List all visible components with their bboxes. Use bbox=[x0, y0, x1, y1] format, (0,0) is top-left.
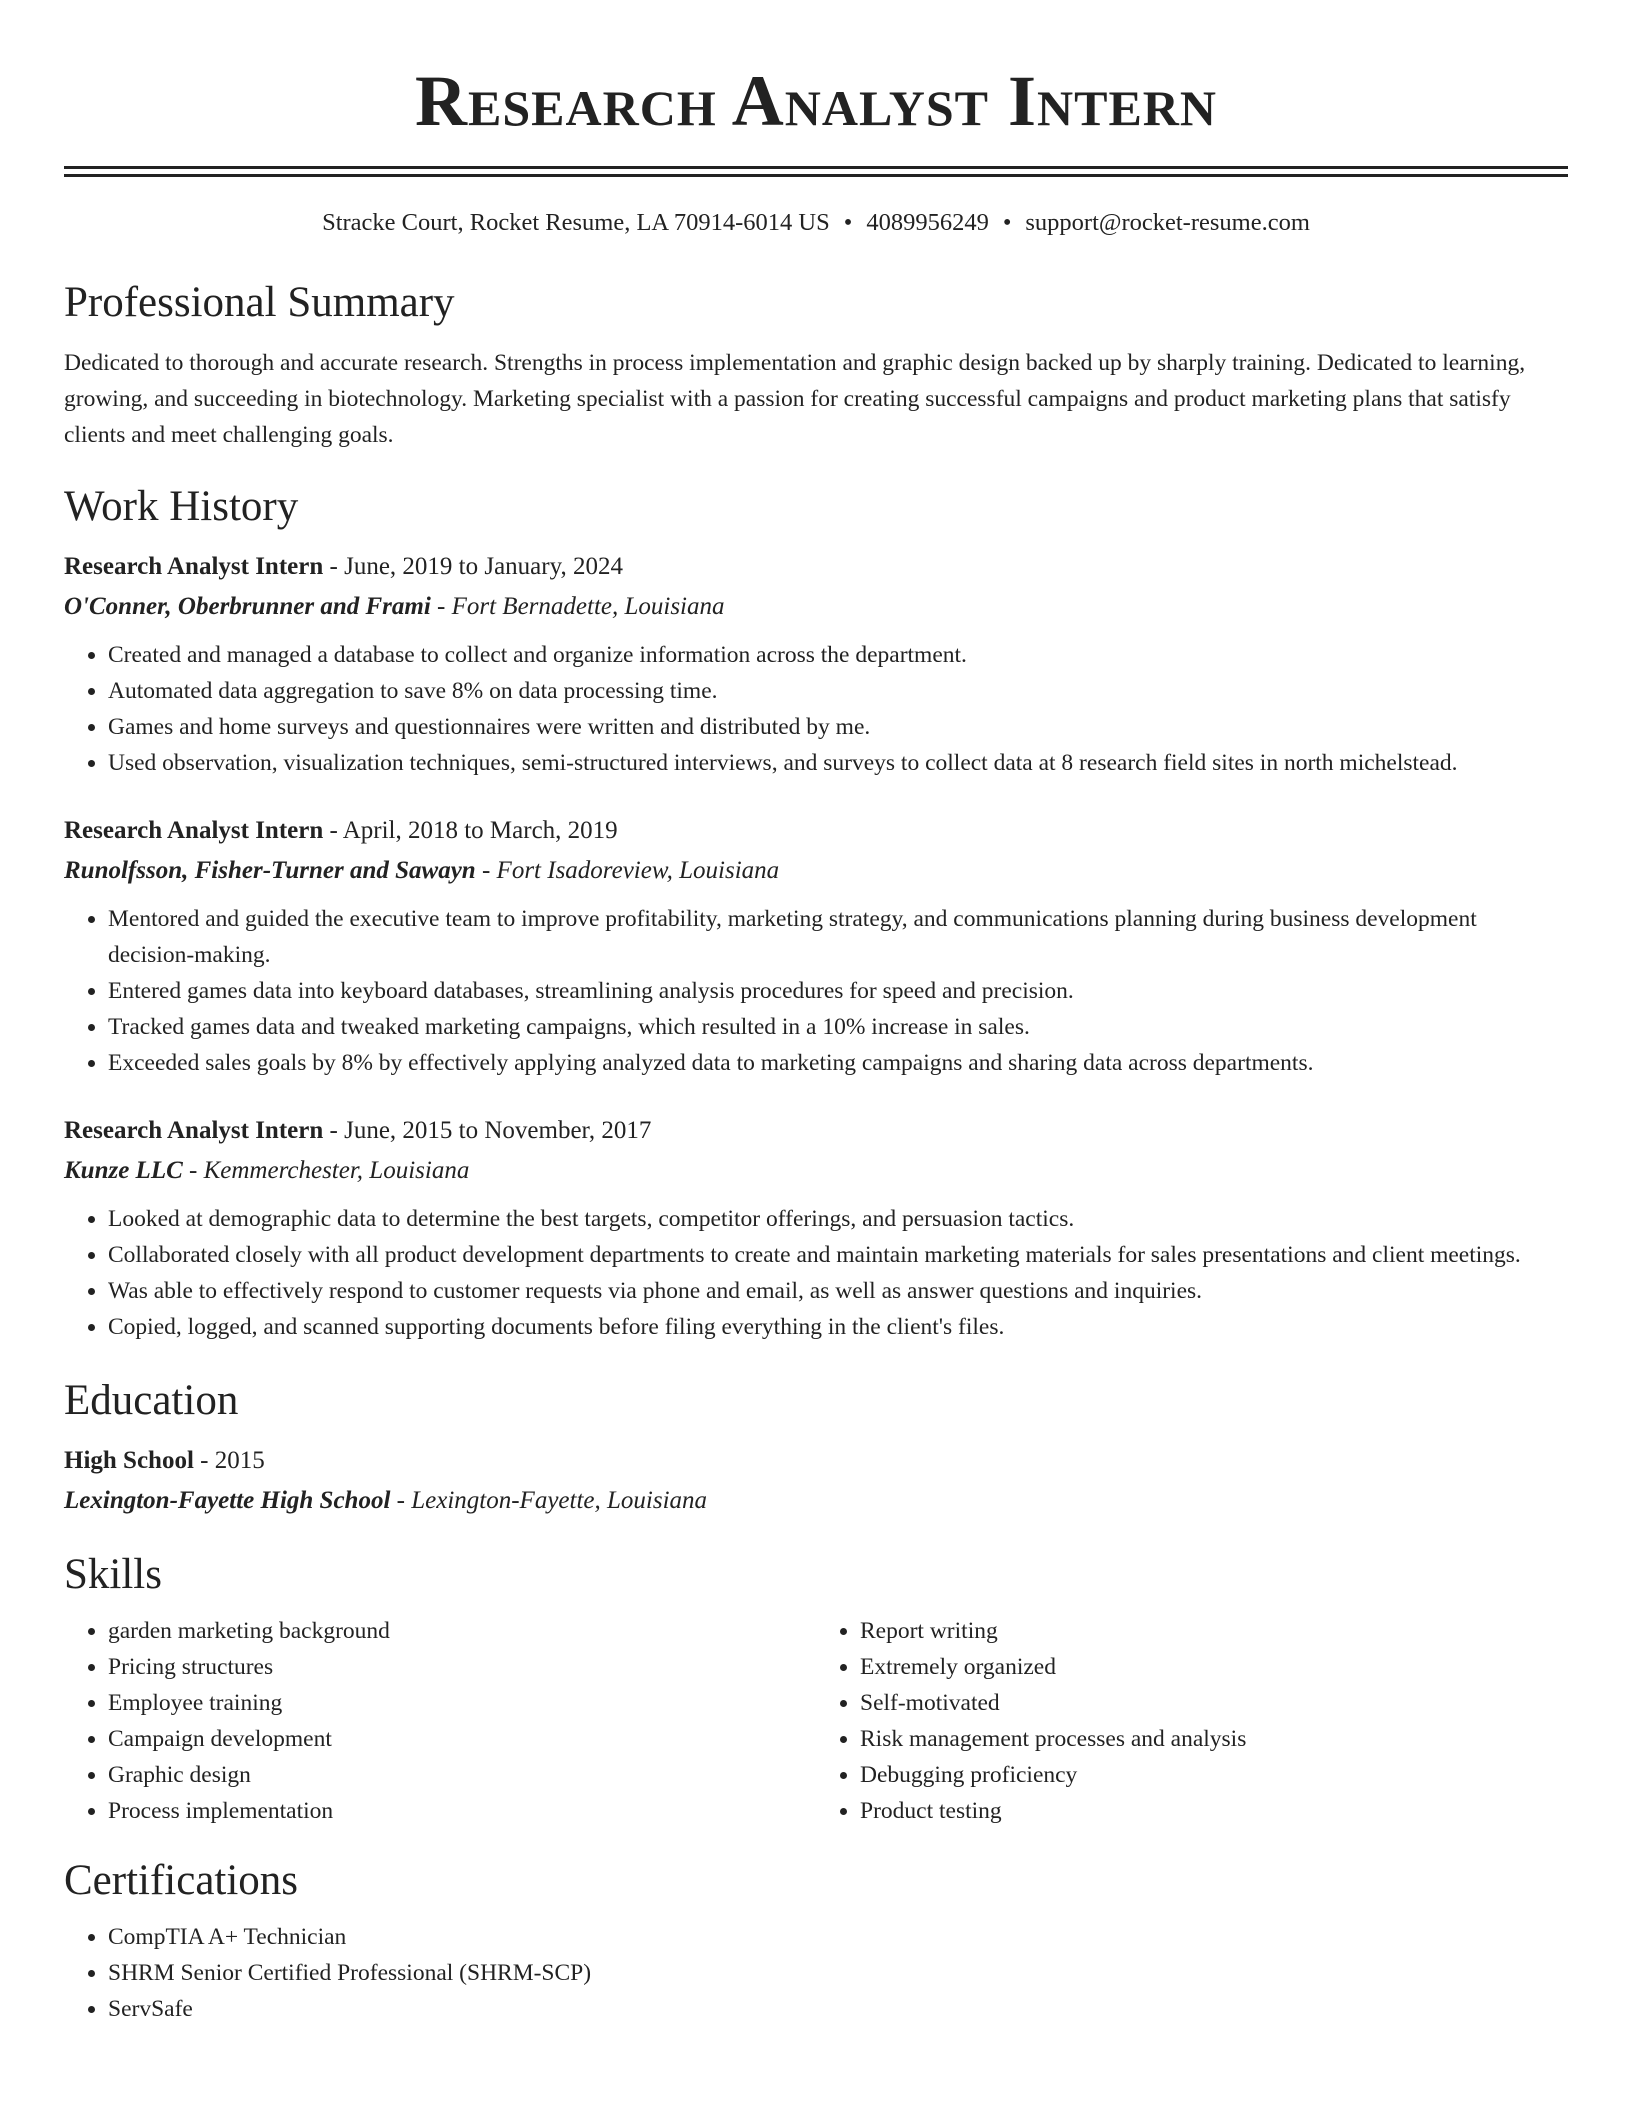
contact-line bbox=[64, 207, 1568, 239]
section-heading-summary: Professional Summary bbox=[64, 279, 455, 326]
header-double-rule bbox=[64, 166, 1568, 177]
skills-column-right bbox=[816, 1613, 1568, 1829]
company-line bbox=[64, 1151, 1568, 1191]
company-name: Kunze LLC bbox=[64, 1157, 183, 1184]
skill-item: • Debugging proficiency bbox=[860, 1757, 1568, 1793]
resume-page bbox=[64, 0, 1568, 2027]
job-bullet: • Copied, logged, and scanned supporting documents before filing everything in the client's files. bbox=[108, 1309, 1568, 1345]
job-entry bbox=[64, 1111, 1568, 1345]
job-title-line bbox=[64, 547, 1568, 587]
company-location: - Fort Isadoreview, Louisiana bbox=[475, 857, 780, 884]
job-bullet: • Automated data aggregation to save 8% on data processing time. bbox=[108, 673, 1568, 709]
company-line bbox=[64, 851, 1568, 891]
company-line bbox=[64, 587, 1568, 627]
contact-email: support@rocket-resume.com bbox=[1025, 209, 1310, 236]
job-dates: - June, 2019 to January, 2024 bbox=[323, 553, 623, 580]
skill-item: • Extremely organized bbox=[860, 1649, 1568, 1685]
certification-item: • CompTIA A+ Technician bbox=[108, 1919, 1568, 1955]
degree-name: High School bbox=[64, 1447, 194, 1474]
skill-item: • Graphic design bbox=[108, 1757, 816, 1793]
contact-separator: • bbox=[843, 209, 853, 236]
section-heading-education: Education bbox=[64, 1377, 239, 1424]
job-dates: - April, 2018 to March, 2019 bbox=[323, 817, 618, 844]
job-title-line bbox=[64, 811, 1568, 851]
job-bullet: • Collaborated closely with all product development departments to create and maintain marketing materials for sales presentations and client meetings. bbox=[108, 1237, 1568, 1273]
job-bullet: • Looked at demographic data to determine the best targets, competitor offerings, and persuasion tactics. bbox=[108, 1201, 1568, 1237]
skill-item: • Self-motivated bbox=[860, 1685, 1568, 1721]
job-bullet: • Was able to effectively respond to customer requests via phone and email, as well as answer questions and inquiries. bbox=[108, 1273, 1568, 1309]
certification-item: • ServSafe bbox=[108, 1991, 1568, 2027]
job-bullet: • Exceeded sales goals by 8% by effectively applying analyzed data to marketing campaigns and sharing data across departments. bbox=[108, 1045, 1568, 1081]
job-bullet: • Games and home surveys and questionnaires were written and distributed by me. bbox=[108, 709, 1568, 745]
job-title-line bbox=[64, 1111, 1568, 1151]
job-title: Research Analyst Intern bbox=[64, 1117, 324, 1144]
job-bullets bbox=[64, 1201, 1568, 1345]
job-bullets bbox=[64, 901, 1568, 1081]
job-entry bbox=[64, 811, 1568, 1081]
company-name: O'Conner, Oberbrunner and Frami bbox=[64, 593, 431, 620]
school-location: - Lexington-Fayette, Louisiana bbox=[390, 1487, 708, 1514]
company-location: - Fort Bernadette, Louisiana bbox=[430, 593, 725, 620]
skill-item: • Process implementation bbox=[108, 1793, 816, 1829]
skill-item: • Employee training bbox=[108, 1685, 816, 1721]
job-bullet: • Created and managed a database to collect and organize information across the department. bbox=[108, 637, 1568, 673]
school-name: Lexington-Fayette High School bbox=[64, 1487, 391, 1514]
contact-separator: • bbox=[1002, 209, 1012, 236]
degree-line bbox=[64, 1441, 1568, 1481]
certifications-list bbox=[64, 1919, 1568, 2027]
contact-address: Stracke Court, Rocket Resume, LA 70914-6014 US bbox=[322, 209, 830, 236]
resume-name-title: Research Analyst Intern bbox=[414, 61, 1218, 141]
education-entry bbox=[64, 1441, 1568, 1521]
job-bullet: • Tracked games data and tweaked marketing campaigns, which resulted in a 10% increase in sales. bbox=[108, 1009, 1568, 1045]
job-bullet: • Entered games data into keyboard databases, streamlining analysis procedures for speed and precision. bbox=[108, 973, 1568, 1009]
company-name: Runolfsson, Fisher-Turner and Sawayn bbox=[64, 857, 476, 884]
job-dates: - June, 2015 to November, 2017 bbox=[323, 1117, 652, 1144]
skill-item: • Pricing structures bbox=[108, 1649, 816, 1685]
section-heading-work-history: Work History bbox=[64, 483, 299, 530]
job-bullets bbox=[64, 637, 1568, 781]
section-heading-skills: Skills bbox=[64, 1551, 162, 1598]
job-title: Research Analyst Intern bbox=[64, 817, 324, 844]
job-entry bbox=[64, 547, 1568, 781]
summary-text: Dedicated to thorough and accurate research. Strengths in process implementation and graphic design backed up by sharply training. Dedicated to learning, growing, and succeeding in biotechnology. Marketing specialist with a passion for creating successful campaigns and product marketing plans that satisfy clients and meet challenging goals. bbox=[64, 350, 1526, 448]
skills-column-left bbox=[64, 1613, 816, 1829]
company-location: - Kemmerchester, Louisiana bbox=[182, 1157, 470, 1184]
skill-item: • Product testing bbox=[860, 1793, 1568, 1829]
skill-item: • garden marketing background bbox=[108, 1613, 816, 1649]
certification-item: • SHRM Senior Certified Professional (SHRM-SCP) bbox=[108, 1955, 1568, 1991]
section-heading-certifications: Certifications bbox=[64, 1857, 299, 1904]
job-bullet: • Used observation, visualization techniques, semi-structured interviews, and surveys to collect data at 8 research field sites in north michelstead. bbox=[108, 745, 1568, 781]
job-title: Research Analyst Intern bbox=[64, 553, 324, 580]
skill-item: • Report writing bbox=[860, 1613, 1568, 1649]
degree-year: - 2015 bbox=[193, 1447, 265, 1474]
job-bullet: • Mentored and guided the executive team to improve profitability, marketing strategy, and communications planning during business development decision-making. bbox=[108, 901, 1568, 973]
skill-item: • Risk management processes and analysis bbox=[860, 1721, 1568, 1757]
skills-grid bbox=[64, 1613, 1568, 1829]
school-line bbox=[64, 1481, 1568, 1521]
contact-phone: 4089956249 bbox=[866, 209, 989, 236]
skill-item: • Campaign development bbox=[108, 1721, 816, 1757]
